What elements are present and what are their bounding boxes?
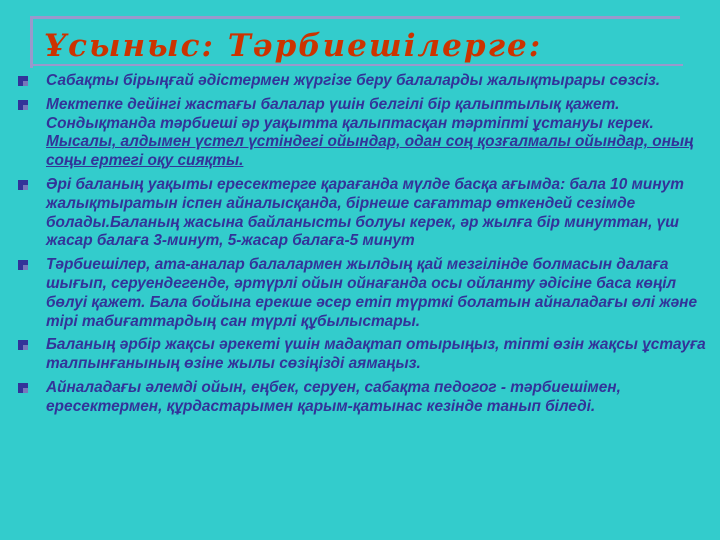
slide-title: Ұсыныс: Тәрбиешілерге: [44, 28, 543, 64]
bullet-item [14, 96, 714, 171]
bullet-text: Әрі баланың уақыты ересектерге қарағанда мүлде басқа ағымда: бала 10 минут жалықтыратын іспен айналысқанда, бірнеше сағаттар өткендей сезімде болады.Баланың жасына байланысты болуы керек, әр жылға бір минуттан, үш жасар балаға 3-минут, 5-жасар балаға-5 минут [46, 175, 684, 250]
square-bullet-icon [18, 76, 28, 86]
bullet-item [14, 176, 714, 251]
bullet-text: Сабақты бірыңғай әдістермен жүргізе беру балаларды жалықтырары сөзсіз. [46, 72, 661, 89]
bullet-list [14, 72, 714, 422]
bullet-text: Баланың әрбір жақсы әрекеті үшін мадақтап отырыңыз, тіпті өзін жақсы ұстауға талпынғанының өзіне жылы сөзіңізді аямаңыз. [46, 336, 706, 373]
square-bullet-icon [18, 260, 28, 270]
bullet-item [14, 379, 714, 417]
square-bullet-icon [18, 100, 28, 110]
square-bullet-icon [18, 180, 28, 190]
square-bullet-icon [18, 340, 28, 350]
bullet-item [14, 336, 714, 374]
bullet-text: Айналадағы әлемді ойын, еңбек, серуен, сабақта педогог - тәрбиешімен, ересектермен, құрдастарымен қарым-қатынас кезінде танып біледі. [46, 378, 621, 415]
bullet-text: Мектепке дейінгі жастағы балалар үшін белгілі бір қалыптылық қажет. Сондықтанда тәрбиеші әр уақытта қалыптасқан тәртіпті ұстануы керек. [46, 95, 654, 132]
title-frame-top-line [30, 16, 680, 19]
title-underline [33, 64, 683, 66]
bullet-item [14, 72, 714, 91]
square-bullet-icon [18, 383, 28, 393]
title-frame-left-line [30, 16, 33, 68]
bullet-text: Тәрбиешілер, ата-аналар балалармен жылдың қай мезгілінде болмасын далаға шығып, серуендегенде, әртүрлі ойын ойнағанда осы ойланту әдісіне баса көңіл бөлуі қажет. Бала бойына ерекше әсер етіп түрткі болатын айналадағы өлі және тірі табиғаттардың сан түрлі құбылыстары. [46, 256, 698, 330]
bullet-example-underlined: Мысалы, алдымен үстел үстіндегі ойындар, одан соң қозғалмалы ойындар, оның соңы ертегі оқу сияқты. [46, 133, 694, 170]
bullet-item [14, 256, 714, 331]
